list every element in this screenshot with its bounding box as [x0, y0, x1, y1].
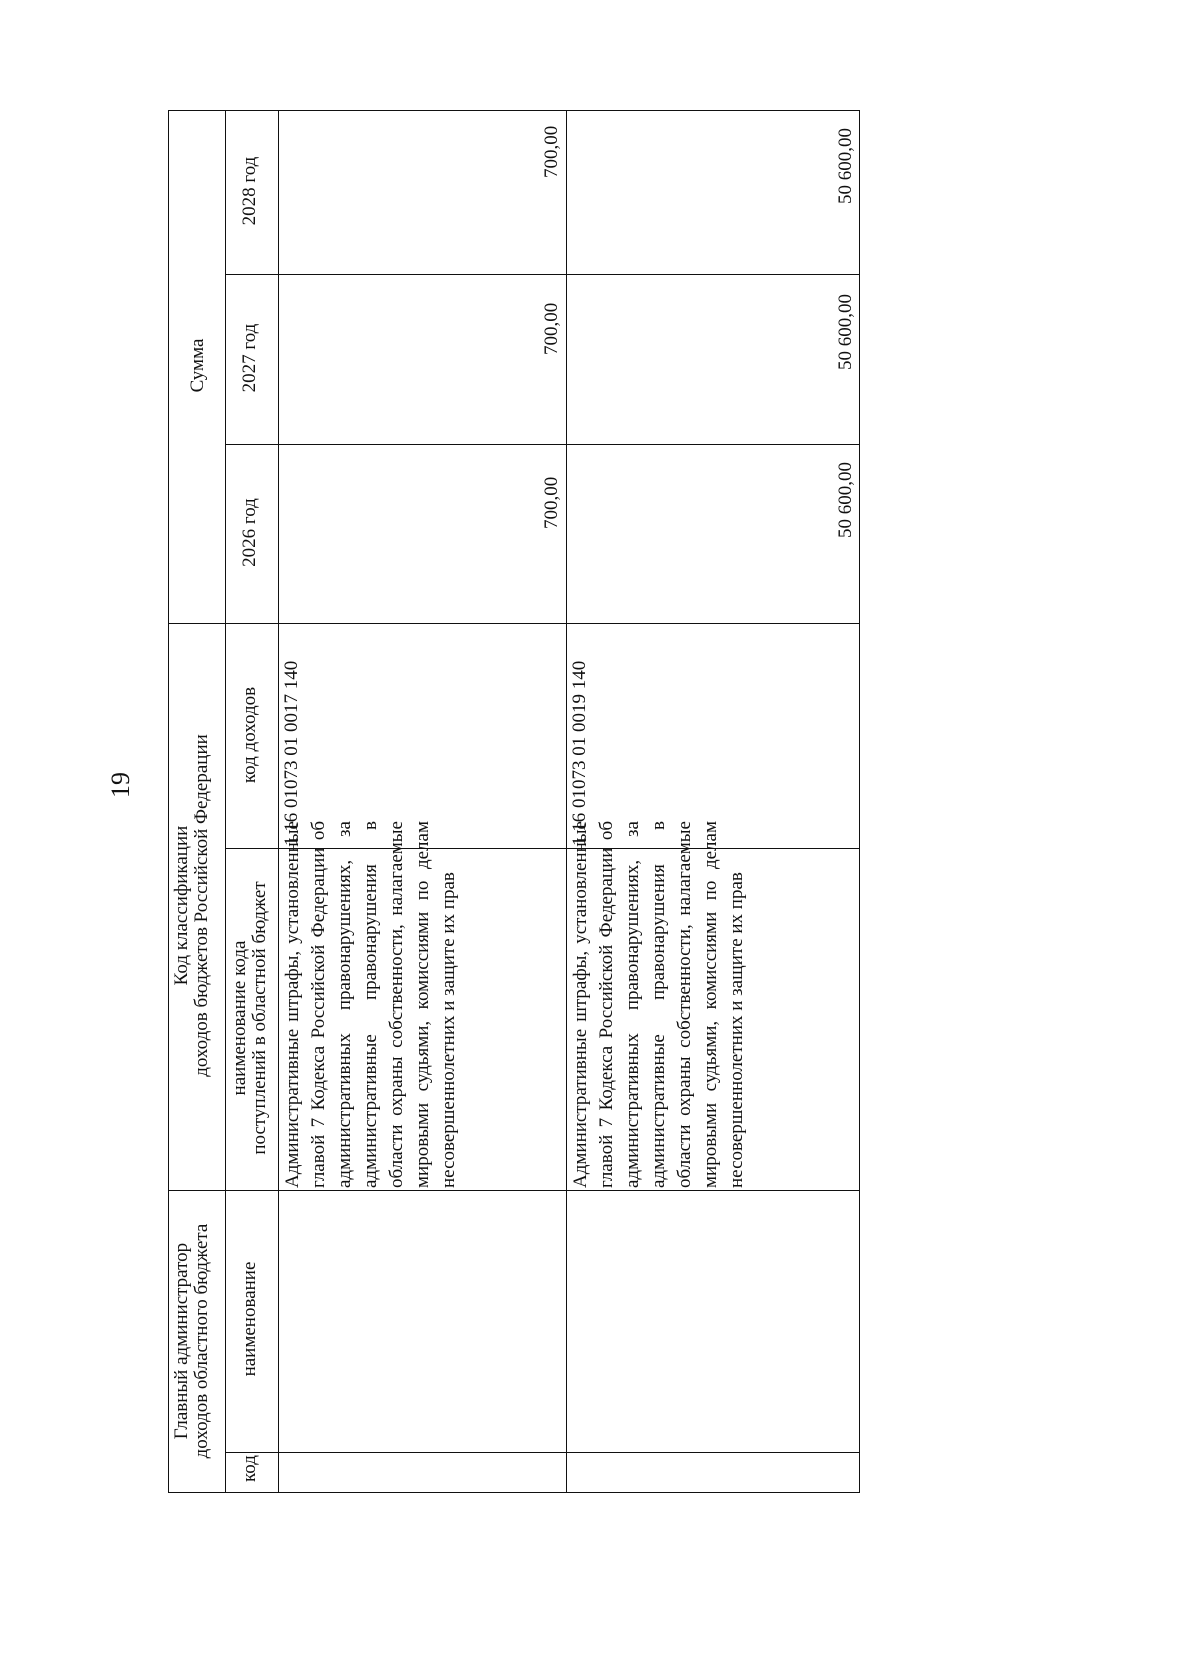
page-number: 19 [106, 772, 135, 798]
table-row-2-amount-2027: 50 600,00 [835, 294, 856, 370]
admin-name-header: наименование [239, 1261, 260, 1377]
year-2028-header: 2028 год [239, 156, 260, 226]
column-divider-admin [168, 1190, 860, 1191]
column-divider-admin-code [225, 1452, 860, 1453]
table-border-top [168, 110, 860, 111]
admin-code-header: код [239, 1455, 260, 1482]
table-row-2-description: Административные штрафы, установленные главой 7 Кодекса Российской Федерации об административных правонарушениях, за административные правонарушения в области охраны собственности, налагаемые мировыми судьями, комиссиями по делам несовершеннолетних и защите их прав [570, 821, 747, 1188]
header-divider [225, 110, 226, 1492]
column-divider-2026 [225, 444, 860, 445]
table-row-2-amount-2026: 50 600,00 [835, 462, 856, 538]
column-divider-code [168, 623, 860, 624]
table-row-1-description: Административные штрафы, установленные главой 7 Кодекса Российской Федерации об административных правонарушениях, за административные правонарушения в области охраны собственности, налагаемые мировыми судьями, комиссиями по делам несовершеннолетних и защите их прав [282, 821, 459, 1188]
subheader-divider [278, 110, 279, 1492]
table-row-1-amount-2026: 700,00 [541, 476, 562, 529]
table-border-bottom [168, 1492, 860, 1493]
table-row-2-amount-2028: 50 600,00 [835, 128, 856, 204]
classification-group-header: Код классификации доходов бюджетов Российской Федерации [171, 734, 212, 1077]
sum-group-header: Сумма [187, 338, 208, 393]
column-divider-2027 [225, 274, 860, 275]
income-code-header: код доходов [239, 686, 260, 784]
table-row-1-income-code: 1 16 01073 01 0017 140 [281, 660, 302, 846]
table-row-2-income-code: 1 16 01073 01 0019 140 [569, 660, 590, 846]
year-2027-header: 2027 год [239, 323, 260, 393]
table-row-1-amount-2027: 700,00 [541, 302, 562, 355]
year-2026-header: 2026 год [239, 498, 260, 567]
row-divider [566, 110, 567, 1492]
table-row-1-amount-2028: 700,00 [541, 125, 562, 178]
admin-group-header: Главный администратор доходов областного бюджета [171, 1223, 212, 1459]
table-border-left [168, 110, 169, 1492]
table-border-right [859, 110, 860, 1492]
income-name-header: наименование кода поступлений в областной бюджет [229, 881, 270, 1155]
